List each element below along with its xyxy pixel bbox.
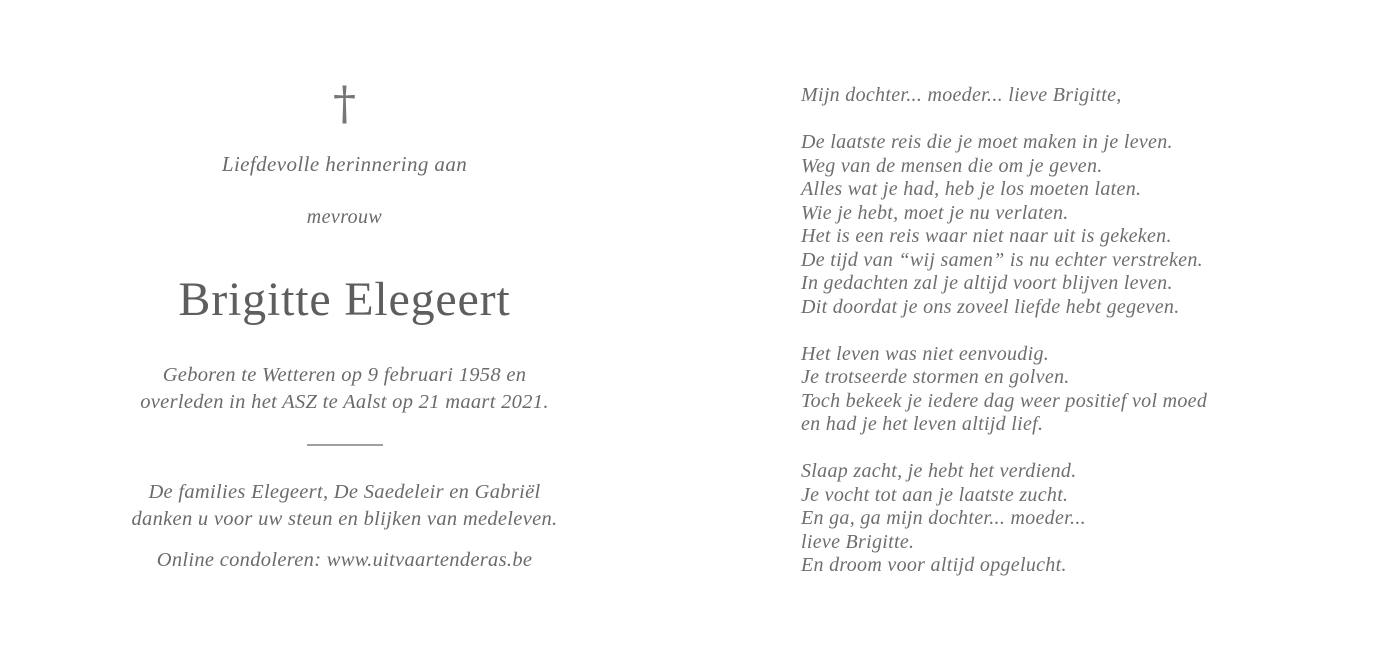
memorial-poem [801,84,1207,578]
poem-stanza-1 [801,131,1207,319]
cross-icon: † [333,76,356,130]
poem-stanza-2 [801,343,1207,437]
right-panel [689,0,1378,669]
poem-stanza-3 [801,460,1207,578]
family-thanks-text [0,479,689,533]
poem-line: En droom voor altijd opgelucht. [801,554,1067,576]
birth-line: Geboren te Wetteren op 9 februari 1958 en [162,364,527,386]
poem-line: en had je het leven altijd lief. [801,413,1044,435]
poem-line: Dit doordat je ons zoveel liefde hebt gegeven. [801,295,1180,318]
poem-line: Alles wat je had, heb je los moeten laten. [801,178,1142,200]
poem-line: Weg van de mensen die om je geven. [801,154,1103,177]
intro-text: Liefdevolle herinnering aan [221,152,468,176]
thanks-line-1: De families Elegeert, De Saedeleir en Gabriël [148,481,541,503]
salutation-text: mevrouw [306,206,383,228]
poem-line: Het is een reis waar niet naar uit is gekeken. [801,225,1172,247]
poem-line: Je vocht tot aan je laatste zucht. [801,483,1069,506]
poem-line: Slaap zacht, je hebt het verdiend. [801,460,1077,482]
divider-line [307,444,383,446]
poem-line: Toch bekeek je iedere dag weer positief vol moed [801,389,1208,412]
deceased-name: Brigitte Elegeert [178,273,511,326]
poem-line: De laatste reis die je moet maken in je leven. [801,131,1173,153]
online-condolences-text: Online condoleren: www.uitvaartenderas.be [156,549,533,571]
poem-line: Het leven was niet eenvoudig. [801,342,1050,365]
poem-line: De tijd van “wij samen” is nu echter verstreken. [801,248,1203,271]
poem-opening-line: Mijn dochter... moeder... lieve Brigitte, [801,84,1122,106]
poem-line: Wie je hebt, moet je nu verlaten. [801,201,1069,224]
poem-line: lieve Brigitte. [801,530,915,553]
poem-line: In gedachten zal je altijd voort blijven leven. [801,272,1173,294]
thanks-line-2: danken u voor uw steun en blijken van medeleven. [131,508,558,530]
poem-line: En ga, ga mijn dochter... moeder... [801,507,1086,529]
poem-line: Je trotseerde stormen en golven. [801,366,1070,388]
death-line: overleden in het ASZ te Aalst op 21 maart 2021. [140,391,549,413]
birth-death-text [0,362,689,416]
